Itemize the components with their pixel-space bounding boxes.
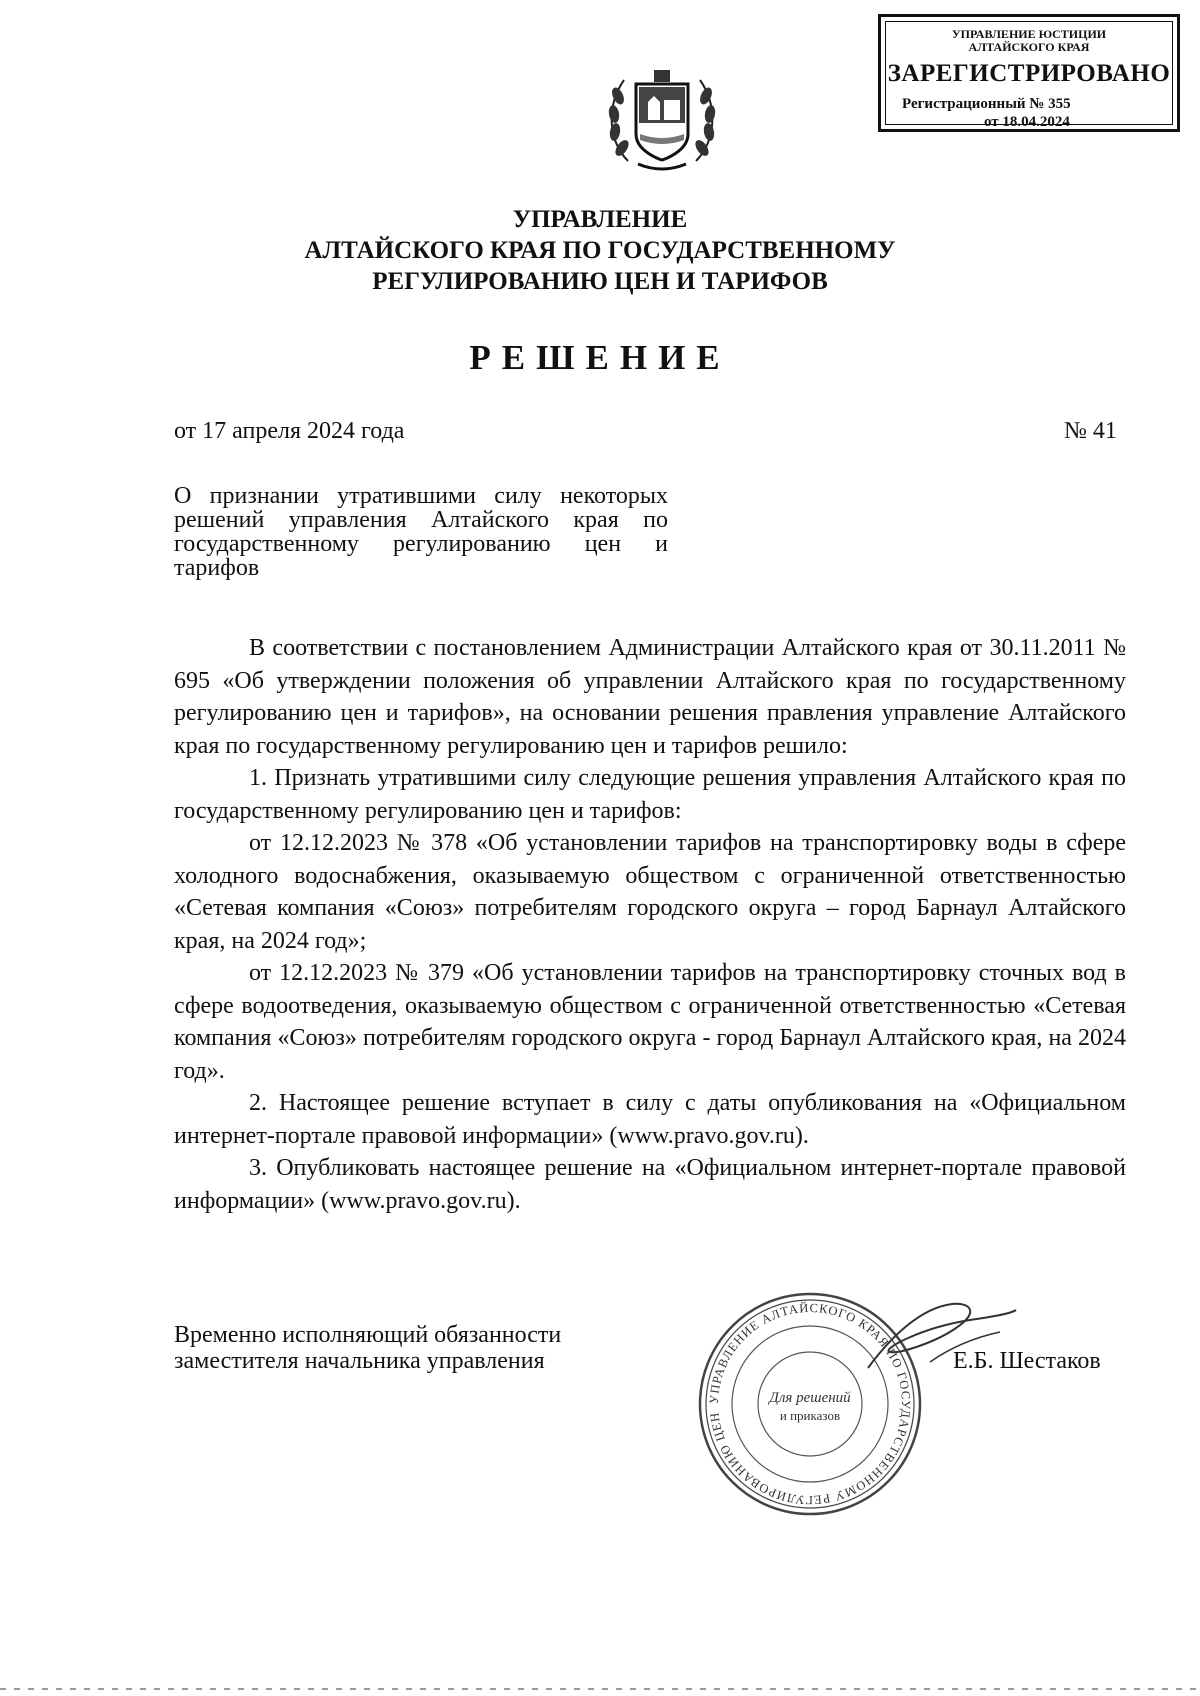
document-date: от 17 апреля 2024 года [174,418,405,444]
seal-center-line2: и приказов [779,1408,841,1423]
issuing-authority-line3: РЕГУЛИРОВАНИЮ ЦЕН И ТАРИФОВ [372,268,828,295]
registration-stamp-status: ЗАРЕГИСТРИРОВАНО [887,60,1171,87]
seal-center-line1: Для решений [769,1390,851,1406]
document-number: № 41 [1064,418,1117,444]
registration-date: от 18.04.2024 [984,114,1070,130]
item-3-paragraph: 3. Опубликовать настоящее решение на «Официальном интернет-портале правовой информации» (www.pravo.gov.ru). [174,1155,1126,1214]
preamble-paragraph: В соответствии с постановлением Администрации Алтайского края от 30.11.2011 № 695 «Об утверждении положения об управлении Алтайского края по государственному регулированию цен и тарифов», на основании решения правления управление Алтайского края по государственному регулированию цен и тарифов решило: [174,635,1126,759]
item-1-decision-378: от 12.12.2023 № 378 «Об установлении тарифов на транспортировку воды в сфере холодного водоснабжения, оказываемую обществом с ограниченной ответственностью «Сетевая компания «Союз» потребителям городского округа – город Барнаул Алтайского края, на 2024 год»; [174,830,1126,954]
registration-number: Регистрационный № 355 [902,96,1071,112]
scan-edge-artifact [0,1688,1200,1690]
item-1-paragraph: 1. Признать утратившими силу следующие решения управления Алтайского края по государственному регулированию цен и тарифов: [174,765,1126,824]
document-title: РЕШЕНИЕ [469,338,731,377]
registration-stamp-authority-line1: УПРАВЛЕНИЕ ЮСТИЦИИ [951,27,1107,41]
item-1-decision-379: от 12.12.2023 № 379 «Об установлении тарифов на транспортировку сточных вод в сфере водоотведения, оказываемую обществом с ограниченной ответственностью «Сетевая компания «Союз» потребителям городского округа - город Барнаул Алтайского края, на 2024 год». [174,960,1126,1084]
registration-stamp-authority-line2: АЛТАЙСКОГО КРАЯ [968,40,1090,54]
signatory-role-line1: Временно исполняющий обязанности [174,1322,562,1348]
document-body [174,632,1126,1217]
issuing-authority-line1: УПРАВЛЕНИЕ [512,206,688,233]
coat-of-arms-icon [598,56,726,184]
signatory-role [174,1322,561,1374]
signatory-name: Е.Б. Шестаков [953,1348,1101,1374]
issuing-authority [0,204,1200,297]
registration-stamp-authority [886,28,1172,54]
issuing-authority-line2: АЛТАЙСКОГО КРАЯ ПО ГОСУДАРСТВЕННОМУ [304,237,896,264]
registration-stamp-inner-frame [885,21,1173,130]
signatory-role-line2: заместителя начальника управления [174,1348,545,1374]
document-subject: О признании утратившими силу некоторых решений управления Алтайского края по государственному регулированию цен и тарифов [174,483,668,581]
seal-ring-text: УПРАВЛЕНИЕ АЛТАЙСКОГО КРАЯ ПО ГОСУДАРСТВЕННОМУ РЕГУЛИРОВАНИЮ ЦЕН [706,1300,914,1508]
item-2-paragraph: 2. Настоящее решение вступает в силу с даты опубликования на «Официальном интернет-портале правовой информации» (www.pravo.gov.ru). [174,1090,1126,1149]
registration-stamp [878,14,1180,132]
